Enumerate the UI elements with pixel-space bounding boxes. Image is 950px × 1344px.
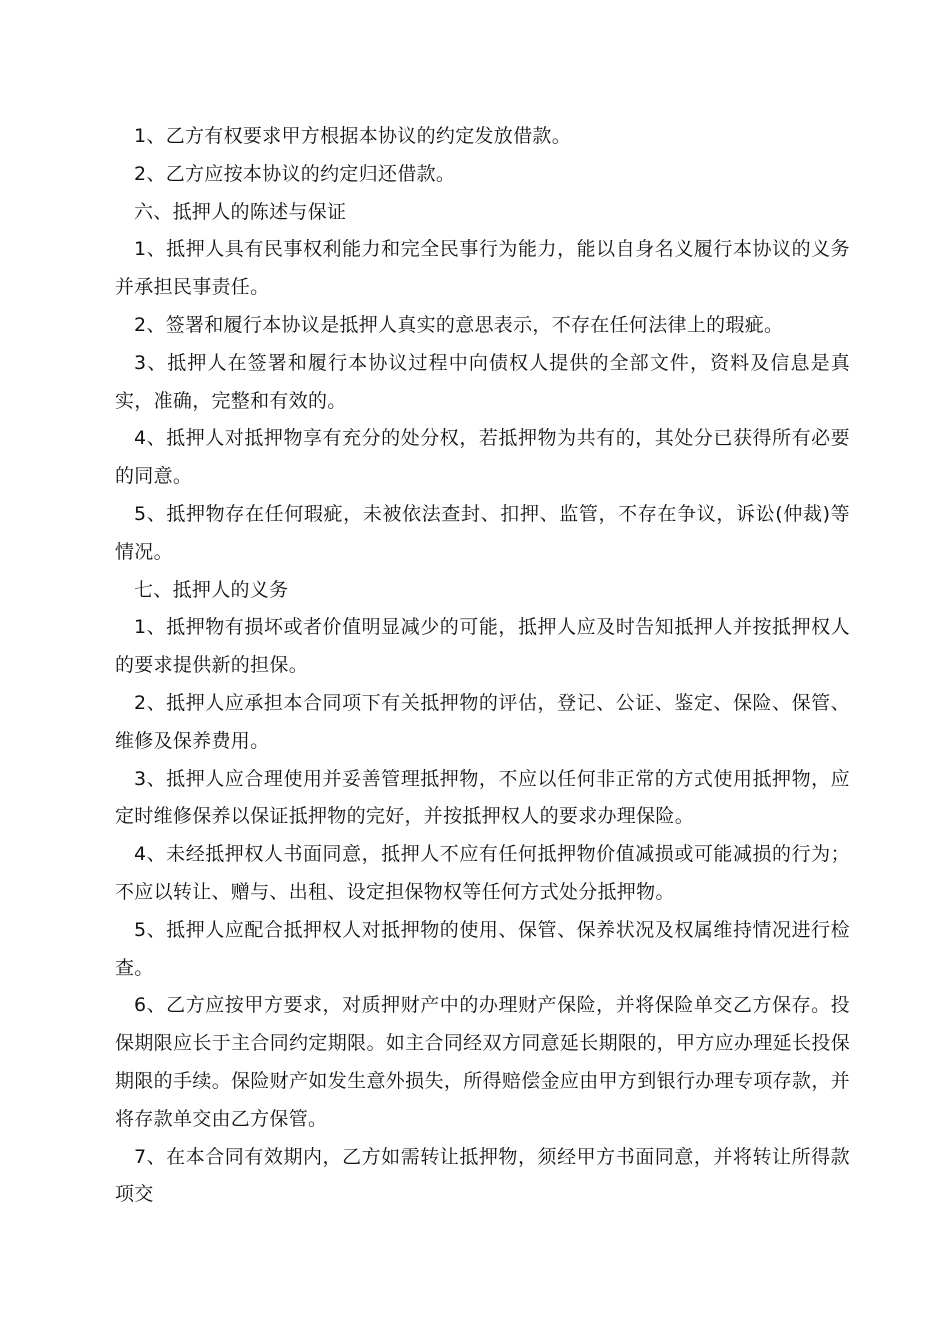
section-heading: 七、抵押人的义务 bbox=[134, 578, 289, 601]
paragraph: 4、未经抵押权人书面同意，抵押人不应有任何抵押物价值减损或可能减损的行为；不应以转让、赠与、出租、设定担保物权等任何方式处分抵押物。 bbox=[115, 843, 850, 903]
paragraph: 6、乙方应按甲方要求，对质押财产中的办理财产保险，并将保险单交乙方保存。投保期限应长于主合同约定期限。如主合同经双方同意延长期限的，甲方应办理延长投保期限的手续。保险财产如发生意外损失，所得赔偿金应由甲方到银行办理专项存款，并将存款单交由乙方保管。 bbox=[115, 994, 850, 1130]
paragraph: 1、乙方有权要求甲方根据本协议的约定发放借款。 bbox=[134, 125, 571, 147]
paragraph: 3、抵押人在签署和履行本协议过程中向债权人提供的全部文件，资料及信息是真实，准确，完整和有效的。 bbox=[115, 351, 850, 412]
paragraph: 2、抵押人应承担本合同项下有关抵押物的评估，登记、公证、鉴定、保险、保管、维修及保养费用。 bbox=[115, 691, 850, 752]
paragraph: 2、签署和履行本协议是抵押人真实的意思表示，不存在任何法律上的瑕疵。 bbox=[134, 313, 784, 336]
paragraph: 4、抵押人对抵押物享有充分的处分权，若抵押物为共有的，其处分已获得所有必要的同意。 bbox=[115, 427, 850, 488]
paragraph: 7、在本合同有效期内，乙方如需转让抵押物，须经甲方书面同意，并将转让所得款项交 bbox=[115, 1145, 850, 1206]
paragraph: 5、抵押物存在任何瑕疵，未被依法查封、扣押、监管，不存在争议，诉讼(仲裁)等情况。 bbox=[115, 502, 850, 563]
document-body bbox=[115, 118, 850, 1214]
paragraph: 2、乙方应按本协议的约定归还借款。 bbox=[134, 162, 456, 185]
paragraph: 3、抵押人应合理使用并妥善管理抵押物，不应以任何非正常的方式使用抵押物，应定时维修保养以保证抵押物的完好，并按抵押权人的要求办理保险。 bbox=[115, 767, 850, 828]
paragraph: 5、抵押人应配合抵押权人对抵押物的使用、保管、保养状况及权属维持情况进行检查。 bbox=[115, 918, 850, 979]
paragraph: 1、抵押人具有民事权利能力和完全民事行为能力，能以自身名义履行本协议的义务并承担民事责任。 bbox=[115, 238, 850, 299]
section-heading: 六、抵押人的陈述与保证 bbox=[134, 200, 347, 223]
paragraph: 1、抵押物有损坏或者价值明显减少的可能，抵押人应及时告知抵押人并按抵押权人的要求提供新的担保。 bbox=[115, 616, 850, 677]
